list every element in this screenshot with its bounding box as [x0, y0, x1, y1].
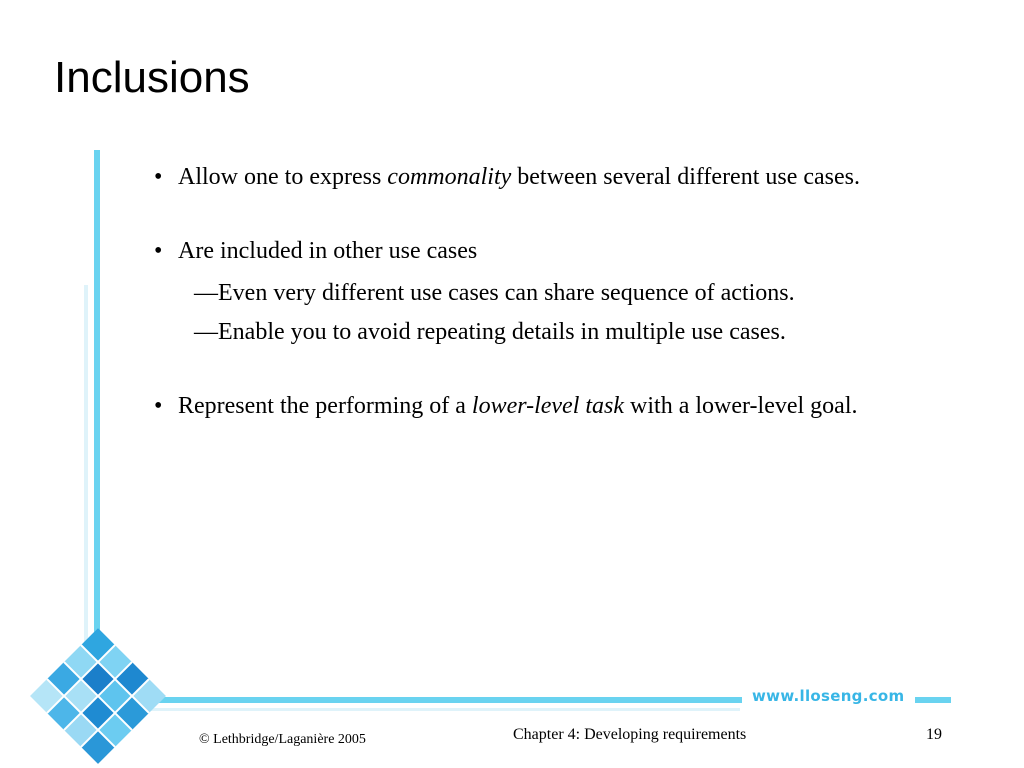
bottom-accent-bar — [150, 697, 742, 703]
slide-body — [150, 160, 954, 431]
bullet-dot: • — [154, 238, 163, 264]
bottom-accent-bar-end — [915, 697, 951, 703]
bullet-dot: • — [154, 393, 163, 419]
footer-page-number: 19 — [926, 726, 942, 743]
bullet-text-part: Allow one to express — [178, 164, 388, 190]
bullet-emphasis: commonality — [387, 164, 512, 190]
sub-bullet-share-sequence: —Even very different use cases can share sequence of actions. — [194, 280, 795, 306]
sub-bullet-avoid-repeating: —Enable you to avoid repeating details in multiple use cases. — [194, 319, 786, 345]
bullet-item-commonality — [150, 160, 954, 194]
left-accent-bar — [94, 150, 100, 690]
bullet-text — [178, 160, 954, 194]
footer-chapter: Chapter 4: Developing requirements — [513, 726, 747, 743]
bullet-text-part: between several different use cases. — [511, 164, 861, 190]
bullet-text: Are included in other use cases — [178, 238, 478, 264]
bullet-dot: • — [154, 164, 163, 190]
bullet-text — [178, 389, 954, 423]
bottom-accent-bar-shadow — [150, 708, 740, 711]
bullet-text-part: with a lower-level goal. — [624, 393, 858, 419]
footer-copyright: © Lethbridge/Laganière 2005 — [199, 732, 366, 747]
slide-title: Inclusions — [54, 53, 250, 102]
website-label: www.lloseng.com — [752, 687, 905, 705]
bullet-text-part: Represent the performing of a — [178, 393, 472, 419]
bullet-item-included — [150, 234, 954, 268]
bullet-item-lower-level-task — [150, 389, 954, 423]
blue-diamond-mosaic-icon — [28, 626, 168, 766]
left-accent-bar-shadow — [84, 285, 88, 665]
bullet-emphasis: lower-level task — [471, 393, 625, 419]
